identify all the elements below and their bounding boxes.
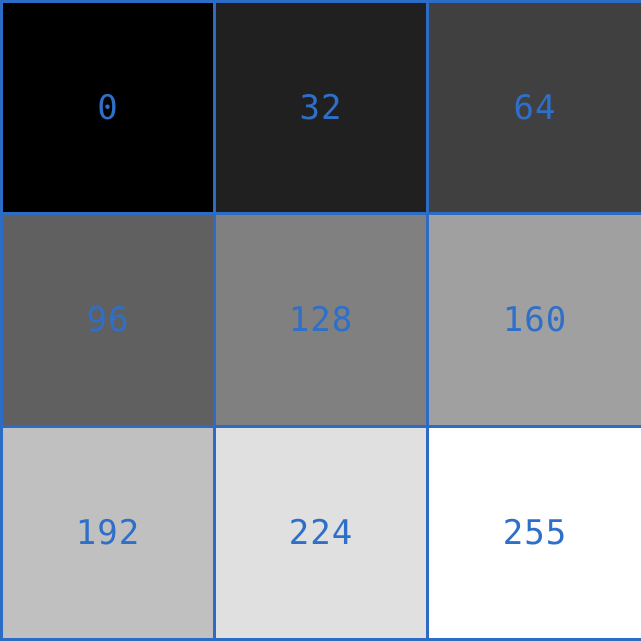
gray-cell-96: 96 [3,215,213,425]
gray-cell-0: 0 [3,3,213,212]
gray-cell-128: 128 [216,215,426,425]
gray-cell-64: 64 [429,3,641,212]
gray-cell-224: 224 [216,428,426,638]
gray-cell-160: 160 [429,215,641,425]
gray-cell-32: 32 [216,3,426,212]
gray-cell-255: 255 [429,428,641,638]
gray-cell-192: 192 [3,428,213,638]
